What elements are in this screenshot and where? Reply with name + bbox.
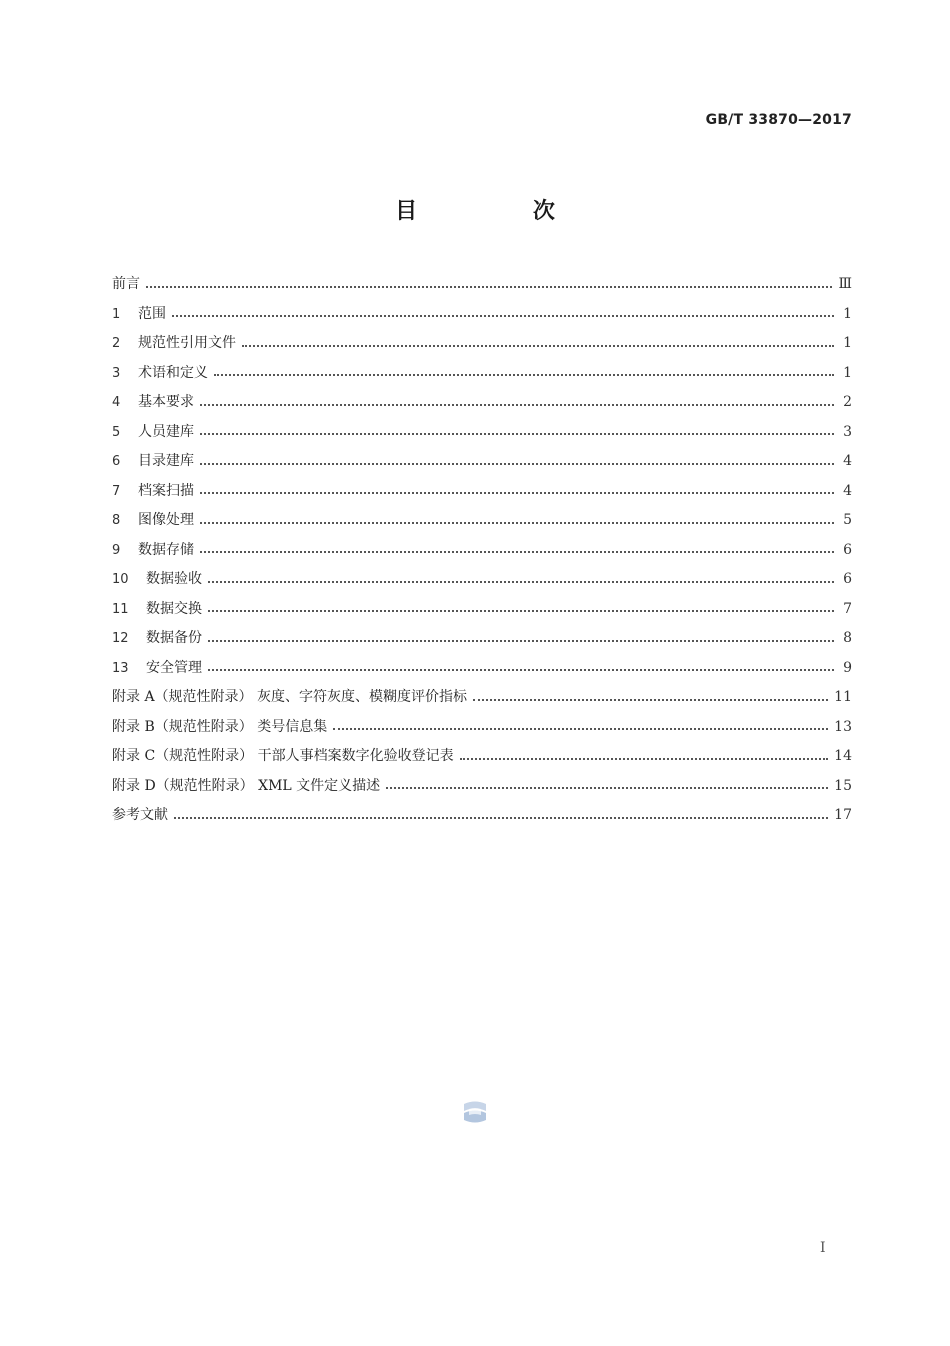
toc-entry-label: 人员建库 [138,423,194,440]
toc-entry[interactable] [112,359,852,389]
toc-leader-dots [208,610,834,612]
toc-entry-number: 10 [112,572,129,587]
toc-leader-dots [333,728,828,730]
toc-entry-page: 5 [843,512,852,528]
toc-entry-page: 1 [843,305,852,322]
toc-leader-dots [200,492,834,494]
toc-entry-label: 数据存储 [138,541,194,558]
toc-entry-number: 6 [112,454,121,469]
toc-entry[interactable] [112,713,852,743]
toc-leader-dots [214,374,834,376]
toc-entry-page: 1 [843,364,852,381]
toc-entry-page: 4 [843,482,852,499]
toc-entry[interactable] [112,418,852,448]
toc-entry-number: 1 [112,306,121,322]
toc-leader-dots [208,669,834,671]
toc-leader-dots [460,758,829,760]
toc-entry-page: Ⅲ [838,276,852,292]
toc-entry-label: 图像处理 [138,512,194,528]
toc-leader-dots [174,817,828,819]
toc-leader-dots [200,404,834,406]
toc-entry[interactable] [112,300,852,330]
toc-leader-dots [208,581,834,583]
toc-leader-dots [473,699,828,701]
toc-entry[interactable] [112,624,852,654]
toc-entry-label: 基本要求 [138,394,194,410]
toc-leader-dots [200,551,834,553]
toc-entry-page: 9 [843,659,852,676]
toc-entry[interactable] [112,447,852,477]
toc-entry-number: 4 [112,395,121,410]
toc-entry[interactable] [112,742,852,772]
toc-entry[interactable] [112,536,852,566]
toc-entry-label: 安全管理 [146,659,202,676]
toc-leader-dots [208,640,834,642]
toc-entry-label: 前言 [112,276,140,292]
toc-leader-dots [200,522,834,524]
toc-entry-label: 档案扫描 [138,482,194,499]
toc-entry-page: 17 [834,807,852,823]
toc-entry-page: 13 [834,718,852,735]
toc-entry-page: 2 [843,394,852,410]
toc-entry-page: 4 [843,453,852,469]
toc-entry-label: 附录 D（规范性附录） XML 文件定义描述 [112,777,381,794]
toc-entry-label: 数据备份 [146,630,202,646]
toc-entry[interactable] [112,506,852,536]
toc-entry[interactable] [112,388,852,418]
toc-entry-label: 参考文献 [112,807,168,823]
toc-entry[interactable] [112,329,852,359]
toc-entry-label: 术语和定义 [138,364,208,381]
toc-entry[interactable] [112,565,852,595]
logo-watermark-icon [461,1098,489,1126]
standard-number: GB/T 33870—2017 [705,112,852,128]
toc-entry-label: 范围 [138,305,166,322]
page-title: 目 次 [395,199,609,224]
toc-entry[interactable] [112,772,852,802]
toc-entry-number: 2 [112,336,121,351]
toc-entry-label: 数据验收 [146,571,202,587]
toc-leader-dots [200,463,834,465]
toc-entry-number: 12 [112,631,129,646]
toc-entry-label: 附录 A（规范性附录） 灰度、字符灰度、模糊度评价指标 [112,689,468,705]
toc-entry-number: 9 [112,542,121,558]
toc-entry-page: 1 [843,335,852,351]
toc-entry-number: 5 [112,424,121,440]
toc-leader-dots [386,787,828,789]
toc-entry-label: 数据交换 [146,600,202,617]
toc-entry-label: 附录 B（规范性附录） 类号信息集 [112,718,328,735]
toc-entry-number: 13 [112,660,129,676]
toc-entry[interactable] [112,801,852,831]
toc-entry-label: 目录建库 [138,453,194,469]
toc-entry[interactable] [112,595,852,625]
toc-entry[interactable] [112,654,852,684]
toc-entry-number: 8 [112,513,121,528]
toc-entry-label: 规范性引用文件 [138,335,236,351]
toc-entry-page: 14 [834,748,852,764]
toc-leader-dots [200,433,834,435]
toc-entry-page: 7 [843,600,852,617]
toc-entry-page: 15 [834,777,852,794]
toc-entry[interactable] [112,270,852,300]
toc-entry-number: 11 [112,601,129,617]
toc-entry-page: 6 [843,571,852,587]
toc-entry[interactable] [112,477,852,507]
toc-leader-dots [242,345,834,347]
toc-entry-page: 3 [843,423,852,440]
toc-leader-dots [172,315,834,317]
toc-entry-number: 3 [112,365,121,381]
toc-entry-page: 11 [834,689,852,705]
toc-entry-page: 6 [843,541,852,558]
toc-entry-page: 8 [843,630,852,646]
page-number: I [820,1240,826,1256]
toc-entry-label: 附录 C（规范性附录） 干部人事档案数字化验收登记表 [112,748,454,764]
toc-entry[interactable] [112,683,852,713]
toc-entry-number: 7 [112,483,121,499]
toc-leader-dots [146,286,832,288]
table-of-contents [112,270,852,831]
